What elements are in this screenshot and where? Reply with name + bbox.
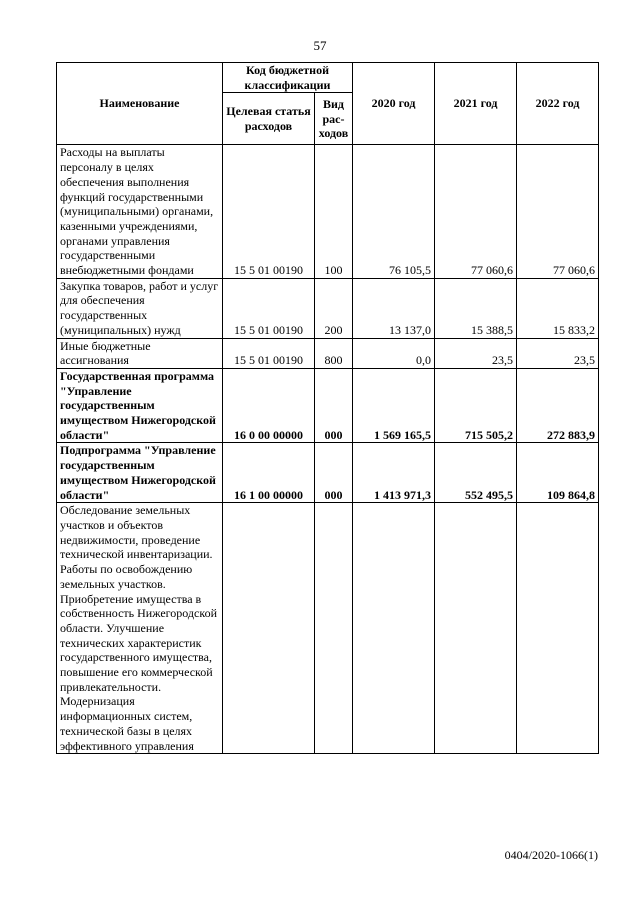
row-name: Иные бюджетные ассигнования — [57, 338, 223, 368]
header-kind: Вид рас-ходов — [315, 93, 353, 145]
row-2020 — [353, 503, 435, 754]
header-name: Наименование — [57, 63, 223, 145]
row-2022: 272 883,9 — [517, 368, 599, 443]
row-2020: 0,0 — [353, 338, 435, 368]
table-row — [57, 503, 599, 754]
row-2022: 77 060,6 — [517, 145, 599, 278]
table-row — [57, 338, 599, 368]
row-2022: 15 833,2 — [517, 278, 599, 338]
header-2022: 2022 год — [517, 63, 599, 145]
row-kind — [315, 503, 353, 754]
row-name: Закупка товаров, работ и услуг для обеспечения государственных (муниципальных) нужд — [57, 278, 223, 338]
row-2020: 1 413 971,3 — [353, 443, 435, 503]
row-2022: 23,5 — [517, 338, 599, 368]
row-code: 15 5 01 00190 — [223, 145, 315, 278]
row-2020: 76 105,5 — [353, 145, 435, 278]
header-code-group: Код бюджетной классификации — [223, 63, 353, 93]
page-number: 57 — [313, 38, 327, 53]
row-2021 — [435, 503, 517, 754]
row-name: Подпрограмма "Управление государственным имуществом Нижегородской области" — [57, 443, 223, 503]
row-2021: 552 495,5 — [435, 443, 517, 503]
row-code: 16 1 00 00000 — [223, 443, 315, 503]
row-2022: 109 864,8 — [517, 443, 599, 503]
table-row — [57, 368, 599, 443]
table-row — [57, 145, 599, 278]
row-2021: 77 060,6 — [435, 145, 517, 278]
table-row — [57, 278, 599, 338]
row-name: Государственная программа "Управление государственным имуществом Нижегородской области" — [57, 368, 223, 443]
row-2021: 715 505,2 — [435, 368, 517, 443]
budget-table — [56, 62, 599, 754]
row-kind: 800 — [315, 338, 353, 368]
row-kind: 200 — [315, 278, 353, 338]
row-code: 15 5 01 00190 — [223, 278, 315, 338]
row-kind: 100 — [315, 145, 353, 278]
row-name: Обследование земельных участков и объектов недвижимости, проведение технической инвентаризации. Работы по освобождению земельных участков. Приобретение имущества в собственность Нижегородской области. Улучшение технических характеристик государственного имущества, повышение его коммерческой привлекательности. Модернизация информационных систем, технической базы в целях эффективного управления — [57, 503, 223, 754]
row-name: Расходы на выплаты персоналу в целях обеспечения выполнения функций государственными (муниципальными) органами, казенными учреждениями, органами управления государственными внебюджетными фондами — [57, 145, 223, 278]
header-2020: 2020 год — [353, 63, 435, 145]
row-code — [223, 503, 315, 754]
row-code: 16 0 00 00000 — [223, 368, 315, 443]
row-2021: 23,5 — [435, 338, 517, 368]
row-2020: 13 137,0 — [353, 278, 435, 338]
row-2021: 15 388,5 — [435, 278, 517, 338]
header-2021: 2021 год — [435, 63, 517, 145]
row-kind: 000 — [315, 368, 353, 443]
row-2022 — [517, 503, 599, 754]
row-2020: 1 569 165,5 — [353, 368, 435, 443]
table-row — [57, 443, 599, 503]
header-target: Целевая статья расходов — [223, 93, 315, 145]
row-code: 15 5 01 00190 — [223, 338, 315, 368]
document-id: 0404/2020-1066(1) — [504, 848, 598, 862]
row-kind: 000 — [315, 443, 353, 503]
